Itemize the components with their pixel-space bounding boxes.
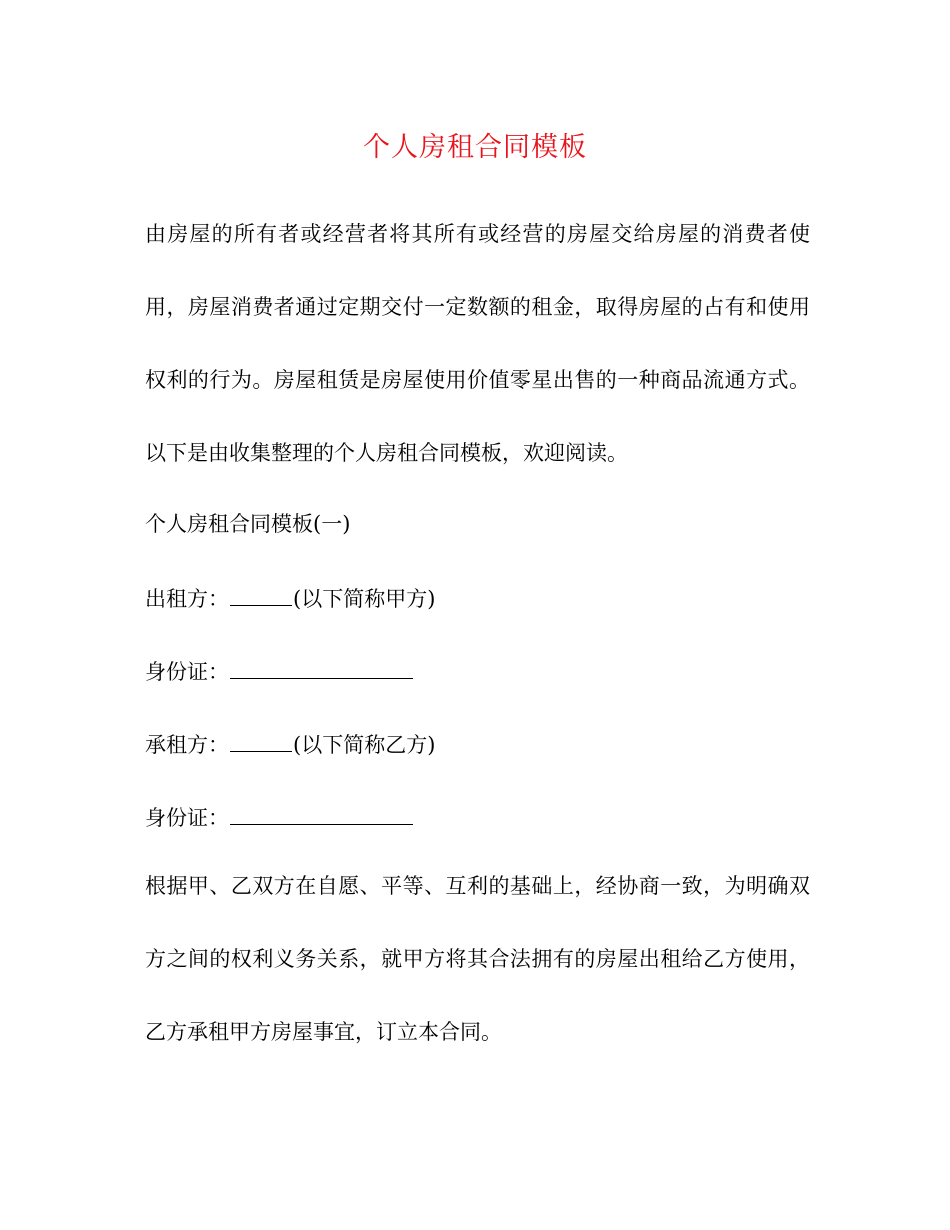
lessee-name-blank xyxy=(230,727,292,752)
lessee-id-line xyxy=(145,800,414,834)
lessee-suffix: (以下简称乙方) xyxy=(293,733,436,757)
lessor-name-blank xyxy=(230,581,292,606)
lessee-line xyxy=(145,727,435,761)
lessee-id-label: 身份证： xyxy=(145,806,229,830)
lessor-label: 出租方： xyxy=(145,587,229,611)
document-title: 个人房租合同模板 xyxy=(363,132,587,163)
lessor-suffix: (以下简称甲方) xyxy=(293,587,436,611)
lessor-line xyxy=(145,581,435,615)
lessee-id-blank xyxy=(230,800,413,825)
intro-paragraph: 由房屋的所有者或经营者将其所有或经营的房屋交给房屋的消费者使用，房屋消费者通过定期交付一定数额的租金，取得房屋的占有和使用权利的行为。房屋租赁是房屋使用价值零星出售的一种商品流通方式。以下是由收集整理的个人房租合同模板，欢迎阅读。 xyxy=(145,222,810,465)
section-heading: 个人房租合同模板(一) xyxy=(145,512,351,536)
recitals-paragraph: 根据甲、乙双方在自愿、平等、互利的基础上，经协商一致，为明确双方之间的权利义务关系，就甲方将其合法拥有的房屋出租给乙方使用，乙方承租甲方房屋事宜，订立本合同。 xyxy=(145,874,810,1044)
lessor-id-line xyxy=(145,654,414,688)
lessor-id-blank xyxy=(230,654,413,679)
lessor-id-label: 身份证： xyxy=(145,660,229,684)
lessee-label: 承租方： xyxy=(145,733,229,757)
